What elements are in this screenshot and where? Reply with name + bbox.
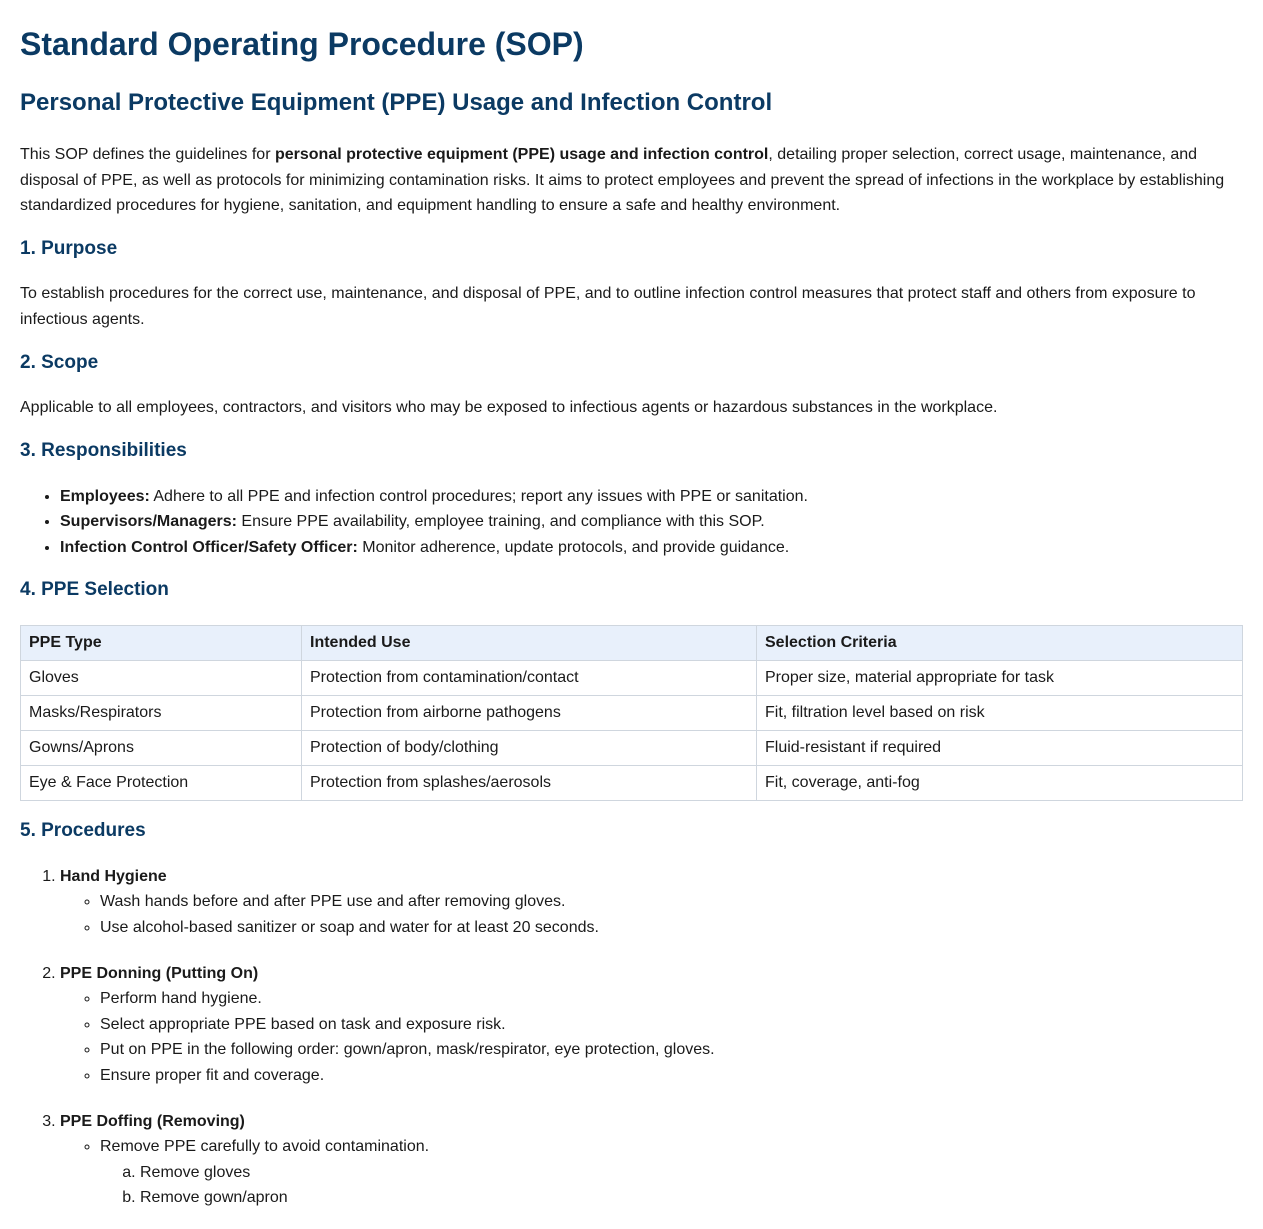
table-cell: Proper size, material appropriate for task xyxy=(757,661,1243,696)
scope-text: Applicable to all employees, contractors, and visitors who may be exposed to infectious agents or hazardous substances in the workplace. xyxy=(20,399,998,417)
list-item: b. Remove gown/apron xyxy=(140,1185,1243,1211)
procedure-substeps xyxy=(60,986,1243,1088)
list-item: ◦ Ensure proper fit and coverage. xyxy=(100,1063,1243,1089)
scope-heading: 2. Scope xyxy=(20,351,99,373)
intro-text-bold: personal protective equipment (PPE) usage and infection control xyxy=(274,146,769,163)
column-header: PPE Type xyxy=(21,626,302,661)
list-item: ◦ Wash hands before and after PPE use and after removing gloves. xyxy=(100,889,1243,915)
role-description: Adhere to all PPE and infection control procedures; report any issues with PPE or sanitation. xyxy=(149,487,808,505)
ppe-selection-table xyxy=(20,625,1243,801)
procedure-step-title: PPE Doffing (Removing) xyxy=(60,1112,245,1130)
intro-paragraph xyxy=(20,142,1243,219)
table-cell: Protection from splashes/aerosols xyxy=(302,766,757,801)
table-cell: Fluid-resistant if required xyxy=(757,731,1243,766)
table-cell: Gowns/Aprons xyxy=(21,731,302,766)
table-row xyxy=(21,766,1243,801)
purpose-heading: 1. Purpose xyxy=(20,237,118,259)
table-cell: Fit, filtration level based on risk xyxy=(757,696,1243,731)
procedures-heading: 5. Procedures xyxy=(20,820,146,842)
intro-text-before: This SOP defines the guidelines for xyxy=(20,146,275,163)
role-label: Employees: xyxy=(60,487,150,505)
procedure-step-title: PPE Donning (Putting On) xyxy=(60,964,259,982)
doffing-order-list xyxy=(100,1160,1243,1211)
table-cell: Protection from airborne pathogens xyxy=(302,696,757,731)
list-item xyxy=(100,1134,1243,1211)
list-item xyxy=(60,484,1243,510)
procedure-substeps xyxy=(60,1134,1243,1211)
table-header-row xyxy=(21,626,1243,661)
role-description: Monitor adherence, update protocols, and provide guidance. xyxy=(357,538,790,556)
table-cell: Protection from contamination/contact xyxy=(302,661,757,696)
procedure-step-title: Hand Hygiene xyxy=(60,867,167,885)
document-subtitle: Personal Protective Equipment (PPE) Usage and Infection Control xyxy=(20,89,773,116)
table-cell: Gloves xyxy=(21,661,302,696)
role-label: Supervisors/Managers: xyxy=(60,513,237,531)
table-cell: Eye & Face Protection xyxy=(21,766,302,801)
intro-text-after: , detailing proper selection, correct usage, maintenance, and disposal of PPE, as well as protocols for minimizing contamination risks. It aims to protect employees and prevent the spread of infections in the workplace by establishing standardized procedures for hygiene, sanitation, and equipment handling to ensure a safe and healthy environment. xyxy=(20,146,1225,215)
procedure-step xyxy=(60,864,1243,941)
responsibilities-heading: 3. Responsibilities xyxy=(20,439,187,461)
procedure-step xyxy=(60,961,1243,1089)
table-cell: Protection of body/clothing xyxy=(302,731,757,766)
table-row xyxy=(21,731,1243,766)
table-row xyxy=(21,661,1243,696)
role-label: Infection Control Officer/Safety Officer: xyxy=(60,538,358,556)
table-cell: Fit, coverage, anti-fog xyxy=(757,766,1243,801)
list-item: ◦ Put on PPE in the following order: gown/apron, mask/respirator, eye protection, gloves. xyxy=(100,1037,1243,1063)
table-cell: Masks/Respirators xyxy=(21,696,302,731)
procedures-list xyxy=(20,864,1243,1211)
list-item: ◦ Select appropriate PPE based on task and exposure risk. xyxy=(100,1012,1243,1038)
procedure-substeps xyxy=(60,889,1243,940)
document-title: Standard Operating Procedure (SOP) xyxy=(20,26,584,62)
responsibilities-list xyxy=(20,484,1243,561)
list-item xyxy=(60,509,1243,535)
list-item: a. Remove gloves xyxy=(140,1160,1243,1186)
role-description: Ensure PPE availability, employee training, and compliance with this SOP. xyxy=(236,513,765,531)
list-item: ◦ Use alcohol-based sanitizer or soap and water for at least 20 seconds. xyxy=(100,915,1243,941)
column-header: Selection Criteria xyxy=(757,626,1243,661)
list-item xyxy=(60,535,1243,561)
list-item: ◦ Perform hand hygiene. xyxy=(100,986,1243,1012)
table-row xyxy=(21,696,1243,731)
ppe-selection-heading: 4. PPE Selection xyxy=(20,579,169,601)
procedure-step xyxy=(60,1109,1243,1211)
column-header: Intended Use xyxy=(302,626,757,661)
purpose-text: To establish procedures for the correct use, maintenance, and disposal of PPE, and to outline infection control measures that protect staff and others from exposure to infectious agents. xyxy=(20,285,1196,329)
substep-text: Remove PPE carefully to avoid contamination. xyxy=(100,1138,430,1156)
